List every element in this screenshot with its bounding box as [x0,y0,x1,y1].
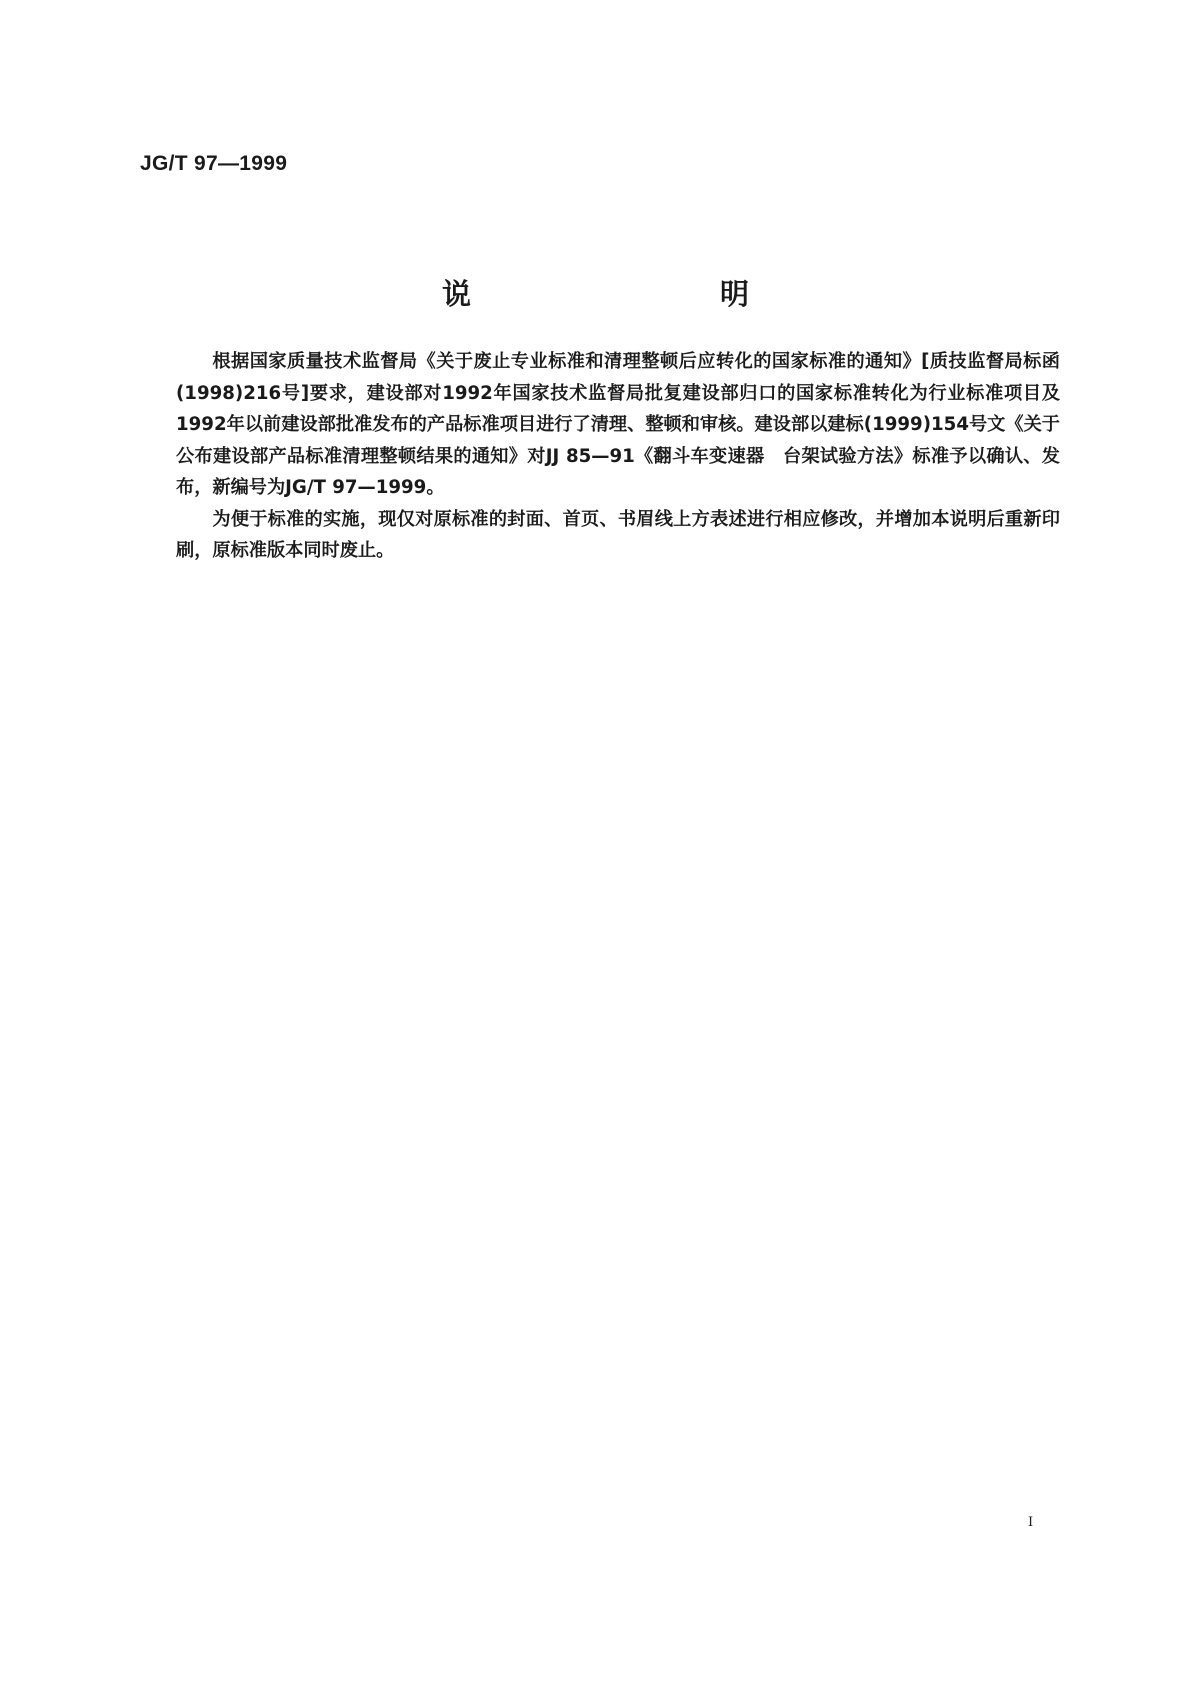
paragraph-2: 为便于标准的实施，现仅对原标准的封面、首页、书眉线上方表述进行相应修改，并增加本说明后重新印刷，原标准版本同时废止。 [176,508,1060,561]
document-body [176,346,1060,567]
document-title: 说 明 [441,277,859,311]
paragraph-1: 根据国家质量技术监督局《关于废止专业标准和清理整顿后应转化的国家标准的通知》[质技监督局标函(1998)216号]要求，建设部对1992年国家技术监督局批复建设部归口的国家标准转化为行业标准项目及1992年以前建设部批准发布的产品标准项目进行了清理、整顿和审核。建设部以建标(1999)154号文《关于公布建设部产品标准清理整顿结果的通知》对JJ 85—91《翻斗车变速器 台架试验方法》标准予以确认、发布，新编号为JG/T 97—1999。 [176,351,1060,498]
page-number: I [1028,1515,1034,1530]
standard-code: JG/T 97—1999 [140,152,288,175]
